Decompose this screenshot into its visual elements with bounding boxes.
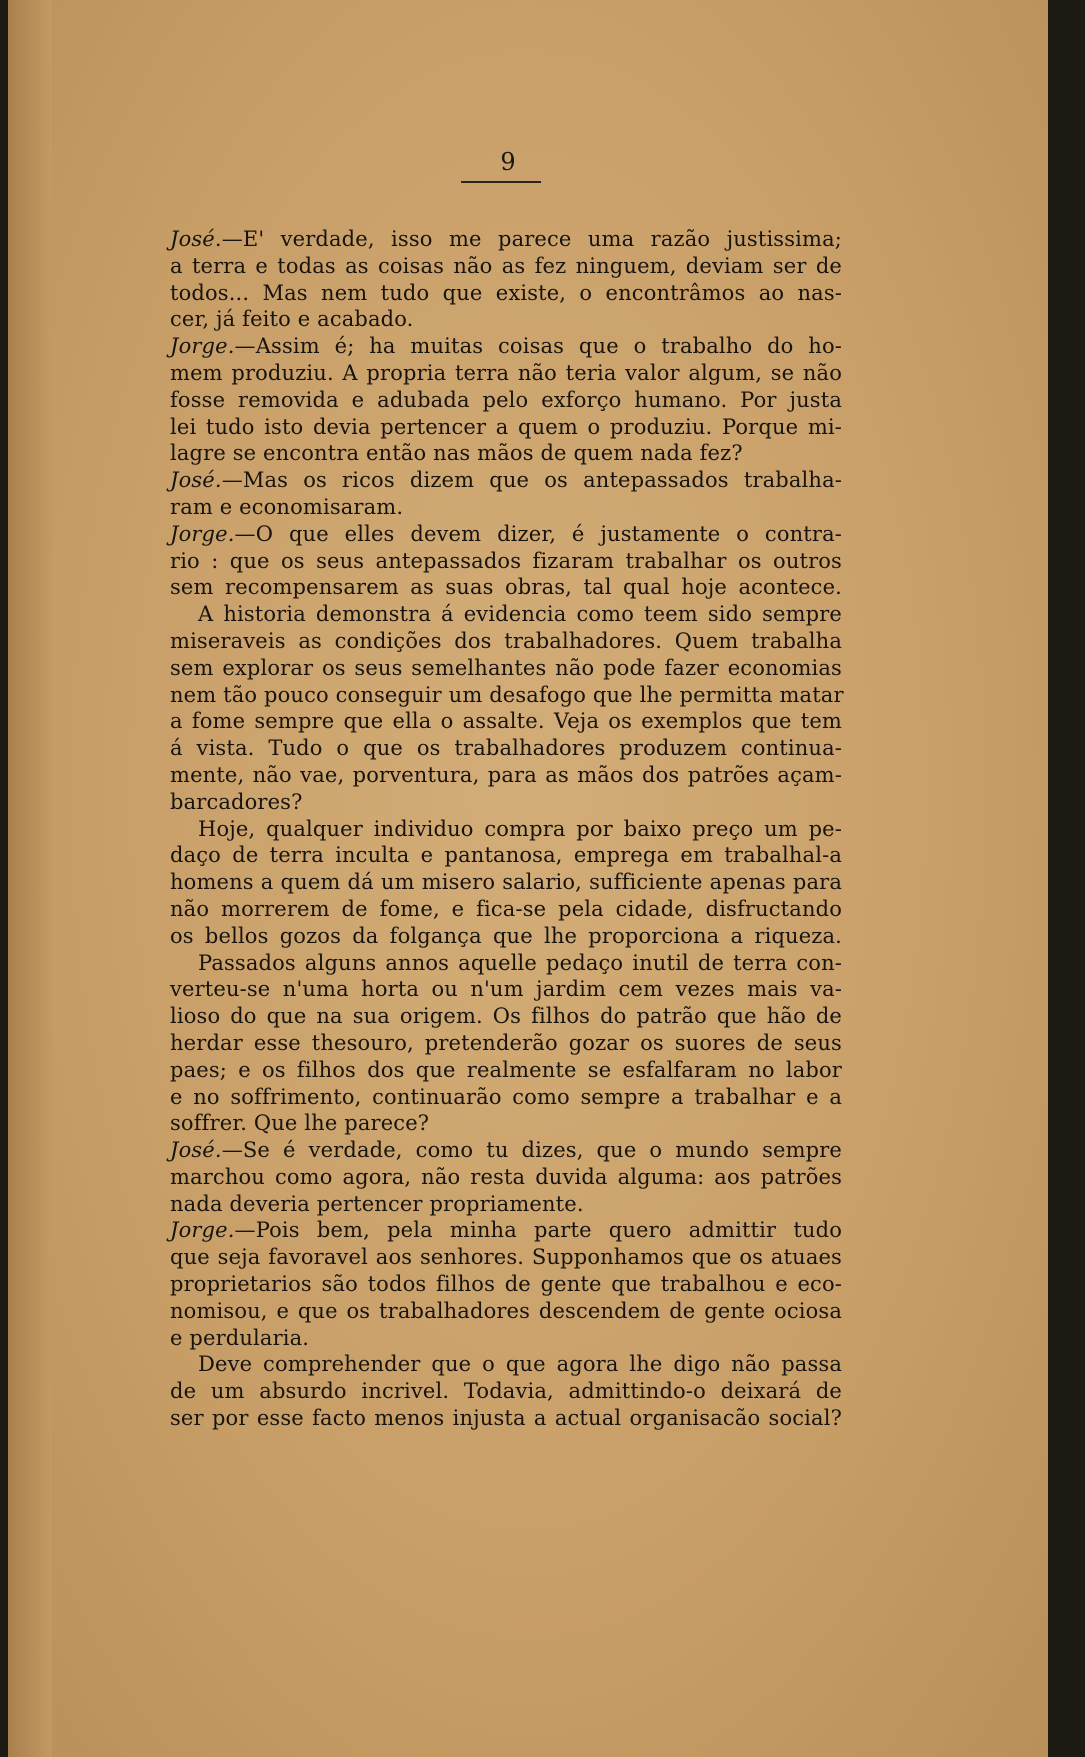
text-line [170, 896, 842, 923]
text-line [170, 1351, 842, 1378]
text-line [170, 1191, 842, 1218]
text-line [170, 923, 842, 950]
text-line [170, 387, 842, 414]
line-text: —Se é verdade, como tu dizes, que o mundo sempre [221, 1138, 842, 1163]
line-text: e perdularia. [170, 1325, 310, 1350]
text-line [170, 655, 842, 682]
line-text: daço de terra inculta e pantanosa, emprega em trabalhal-a [170, 843, 842, 868]
line-text: nada deveria pertencer propriamente. [170, 1191, 584, 1216]
text-line [170, 816, 842, 843]
line-text: nomisou, e que os trabalhadores descendem de gente ociosa [170, 1298, 842, 1323]
line-text: cer, já feito e acabado. [170, 307, 414, 332]
text-line [170, 762, 842, 789]
text-line [170, 306, 842, 333]
line-text: herdar esse thesouro, pretenderão gozar os suores de seus [170, 1030, 842, 1055]
text-line [170, 548, 842, 575]
line-text: Deve comprehender que o que agora lhe digo não passa [198, 1352, 842, 1377]
page-binding-edge [8, 0, 52, 1757]
line-text: a terra e todas as coisas não as fez ninguem, deviam ser de [170, 253, 842, 278]
text-line [170, 1137, 842, 1164]
text-line [170, 1057, 842, 1084]
text-line [170, 1378, 842, 1405]
line-text: sem recompensarem as suas obras, tal qual hoje acontece. [170, 575, 842, 600]
text-line [170, 494, 842, 521]
line-text: mem produziu. A propria terra não teria valor algum, se não [170, 360, 842, 385]
line-text: que seja favoravel aos senhores. Supponhamos que os atuaes [170, 1245, 842, 1270]
line-text: nem tão pouco conseguir um desafogo que lhe permitta matar [170, 682, 844, 707]
line-text: verteu-se n'uma horta ou n'um jardim cem vezes mais va- [170, 977, 842, 1002]
line-text: paes; e os filhos dos que realmente se esfalfaram no labor [170, 1057, 842, 1082]
text-line [170, 1030, 842, 1057]
text-line [170, 682, 842, 709]
text-line [170, 950, 842, 977]
line-text: a fome sempre que ella o assalte. Veja os exemplos que tem [170, 709, 842, 734]
line-text: sem explorar os seus semelhantes não pode fazer economias [170, 655, 842, 680]
text-line [170, 708, 842, 735]
text-line [170, 1110, 842, 1137]
line-text: —E' verdade, isso me parece uma razão justissima; [221, 227, 842, 251]
text-line [170, 521, 842, 548]
line-text: miseraveis as condições dos trabalhadores. Quem trabalha [170, 628, 842, 653]
line-text: —Assim é; ha muitas coisas que o trabalho do ho- [234, 334, 842, 359]
line-text: —Mas os ricos dizem que os antepassados trabalha- [221, 468, 842, 493]
line-text: Hoje, qualquer individuo compra por baixo preço um pe- [198, 816, 842, 841]
text-line [170, 574, 842, 601]
line-text: proprietarios são todos filhos de gente que trabalhou e eco- [170, 1272, 842, 1297]
page-number-rule [461, 181, 541, 183]
text-line [170, 1405, 842, 1432]
text-line [170, 976, 842, 1003]
line-text: —Pois bem, pela minha parte quero admittir tudo [234, 1218, 842, 1243]
line-text: e no soffrimento, continuarão como sempre a trabalhar e a [170, 1084, 842, 1109]
line-text: soffrer. Que lhe parece? [170, 1111, 430, 1136]
line-text: não morrerem de fome, e fica-se pela cidade, disfructando [170, 896, 842, 921]
line-text: homens a quem dá um misero salario, sufficiente apenas para [170, 870, 842, 895]
line-text: os bellos gozos da folgança que lhe proporciona a riqueza. [170, 923, 842, 948]
text-line [170, 280, 842, 307]
text-line [170, 1164, 842, 1191]
speaker-name: José. [170, 468, 222, 493]
book-page [8, 0, 1048, 1757]
line-text: —O que elles devem dizer, é justamente o contra- [234, 521, 842, 546]
speaker-name: Jorge. [170, 521, 235, 546]
text-line [170, 467, 842, 494]
body-text [170, 226, 842, 1432]
text-line [170, 1325, 842, 1352]
line-text: Passados alguns annos aquelle pedaço inutil de terra con- [198, 950, 842, 975]
line-text: mente, não vae, porventura, para as mãos dos patrões açam- [170, 762, 842, 787]
line-text: ser por esse facto menos injusta a actual organisacão social? [170, 1406, 842, 1431]
line-text: marchou como agora, não resta duvida alguma: aos patrões [170, 1164, 842, 1189]
text-line [170, 789, 842, 816]
speaker-name: Jorge. [170, 334, 235, 359]
line-text: ram e economisaram. [170, 494, 404, 519]
text-line [170, 628, 842, 655]
text-line [170, 253, 842, 280]
text-line [170, 226, 842, 253]
line-text: A historia demonstra á evidencia como teem sido sempre [198, 602, 842, 627]
line-text: todos... Mas nem tudo que existe, o encontrâmos ao nas- [170, 280, 842, 305]
text-line [170, 869, 842, 896]
text-line [170, 414, 842, 441]
line-text: á vista. Tudo o que os trabalhadores produzem continua- [170, 736, 842, 761]
text-line [170, 842, 842, 869]
text-line [170, 601, 842, 628]
text-line [170, 1003, 842, 1030]
line-text: lei tudo isto devia pertencer a quem o produziu. Porque mi- [170, 414, 842, 439]
line-text: fosse removida e adubada pelo exforço humano. Por justa [170, 387, 842, 412]
line-text: barcadores? [170, 789, 303, 814]
line-text: rio : que os seus antepassados fizaram trabalhar os outros [170, 548, 842, 573]
line-text: de um absurdo incrivel. Todavia, admittindo-o deixará de [170, 1379, 842, 1404]
speaker-name: José. [170, 1138, 222, 1163]
text-line [170, 333, 842, 360]
speaker-name: Jorge. [170, 1218, 235, 1243]
text-line [170, 1084, 842, 1111]
page-number: 9 [500, 148, 516, 176]
text-line [170, 735, 842, 762]
text-line [170, 1271, 842, 1298]
text-line [170, 1298, 842, 1325]
speaker-name: José. [170, 227, 222, 251]
line-text: lioso do que na sua origem. Os filhos do patrão que hão de [170, 1004, 842, 1029]
text-line [170, 1244, 842, 1271]
text-line [170, 440, 842, 467]
text-line [170, 1217, 842, 1244]
text-line [170, 360, 842, 387]
line-text: lagre se encontra então nas mãos de quem nada fez? [170, 441, 743, 466]
